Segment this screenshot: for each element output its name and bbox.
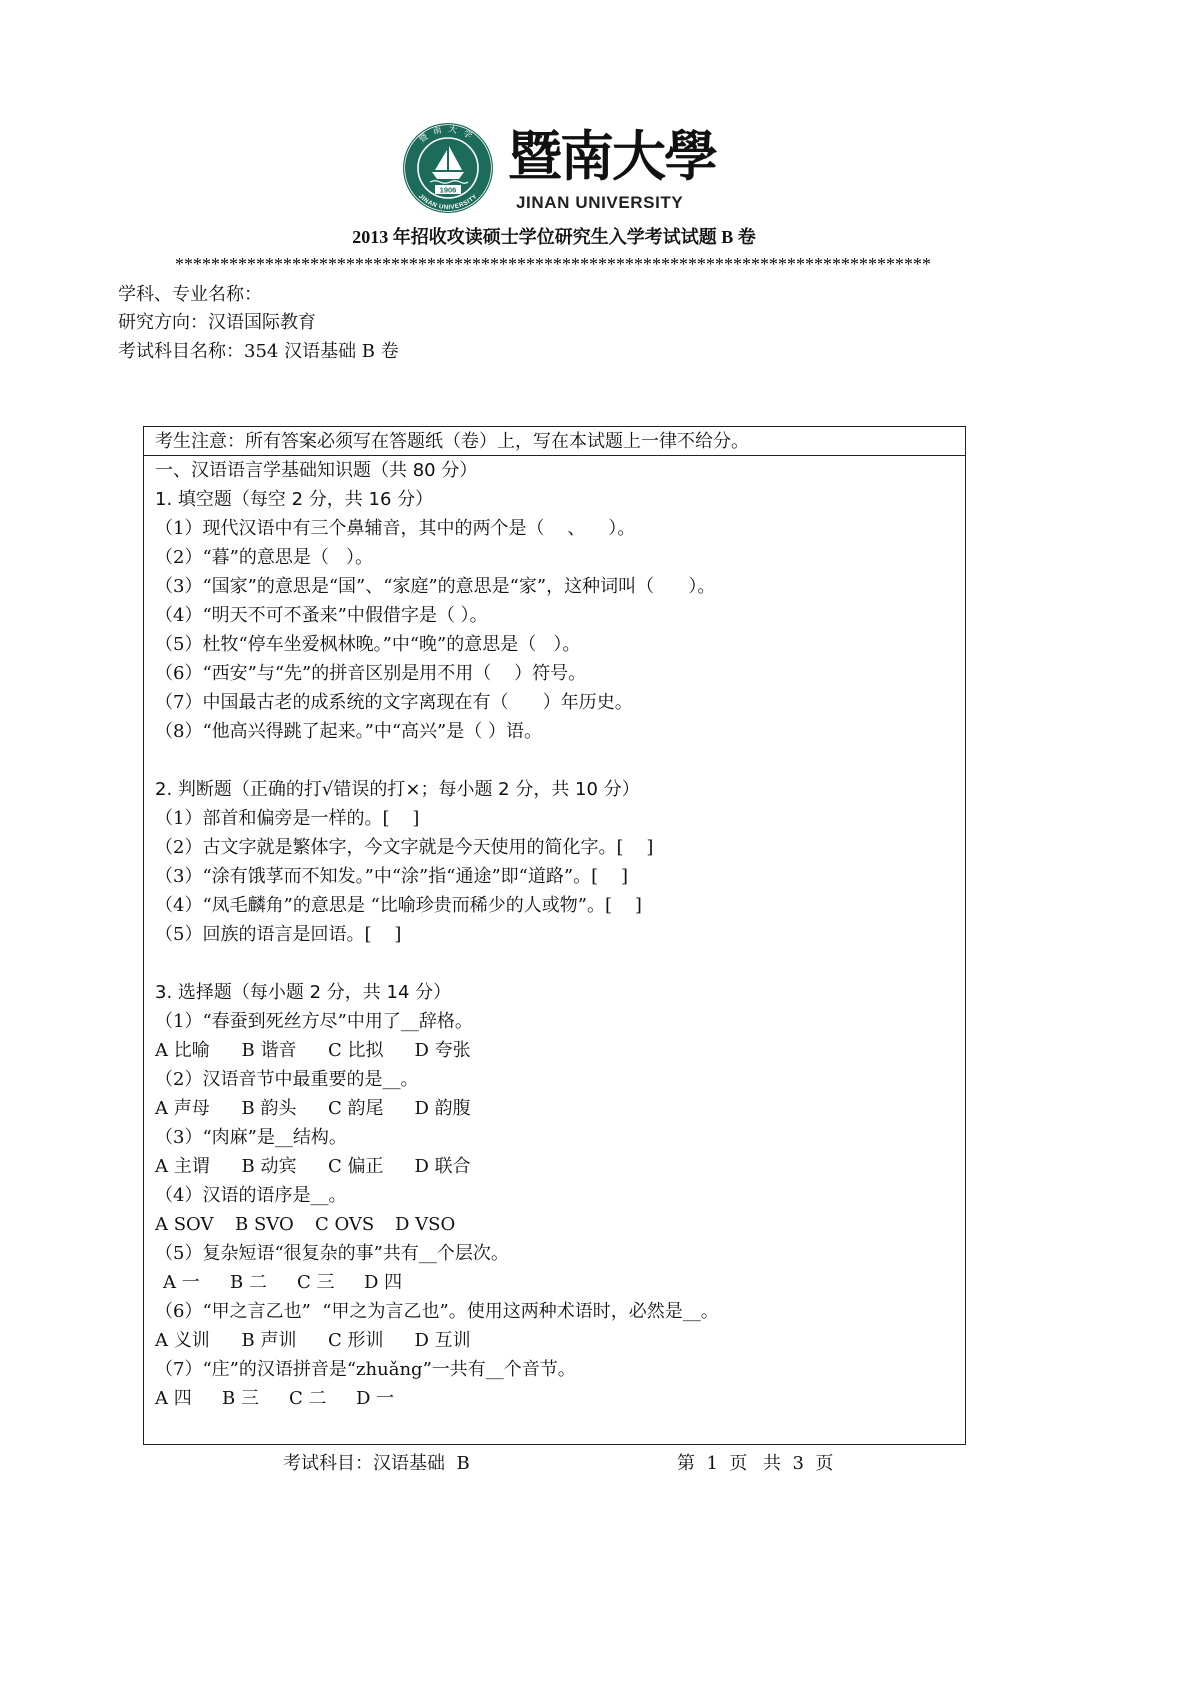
option-a: A 义训	[155, 1330, 210, 1351]
choice-question-6: （6）“甲之言乙也” “甲之为言乙也”。使用这两种术语时，必然是__。	[155, 1301, 719, 1322]
question-box	[143, 426, 966, 1445]
option-a: A 主谓	[155, 1156, 210, 1177]
exam-title: 2013 年招收攻读硕士学位研究生入学考试试题 B 卷	[352, 227, 756, 247]
choice-question-1: （1）“春蚕到死丝方尽”中用了__辞格。	[155, 1011, 473, 1032]
multiple-choice-heading: 3. 选择题（每小题 2 分，共 14 分）	[155, 982, 452, 1003]
fill-question-4: （4）“明天不可不蚤来”中假借字是（ ）。	[155, 605, 488, 626]
option-b: B 谐音	[241, 1040, 297, 1061]
spacer	[155, 746, 965, 775]
choice-options-3	[155, 1152, 965, 1181]
spacer	[155, 949, 965, 978]
choice-options-1	[155, 1036, 965, 1065]
university-seal-logo	[402, 122, 494, 214]
choice-options-6	[155, 1326, 965, 1355]
option-c: C 形训	[328, 1330, 384, 1351]
option-b: B SVO	[235, 1214, 294, 1235]
option-a: A 一	[163, 1272, 200, 1293]
option-c: C 偏正	[328, 1156, 384, 1177]
university-wordmark: 暨南大學	[508, 124, 716, 188]
seal-outer-ring	[403, 123, 493, 213]
option-c: C 二	[289, 1388, 327, 1409]
choice-options-5	[155, 1268, 965, 1297]
option-d: D 联合	[414, 1156, 471, 1177]
fill-question-3: （3）“国家”的意思是“国”、“家庭”的意思是“家”，这种词叫（ ）。	[155, 576, 716, 597]
asterisk-separator: ************************************************************************************	[175, 255, 931, 273]
seal-bottom-text: JINAN UNIVERSITY	[417, 192, 479, 212]
option-d: D 四	[364, 1272, 403, 1293]
question-content	[144, 456, 965, 1413]
choice-options-4	[155, 1210, 965, 1239]
footer-page-total: 共 3 页	[763, 1453, 834, 1474]
option-b: B 三	[222, 1388, 259, 1409]
choice-question-5: （5）复杂短语“很复杂的事”共有__个层次。	[155, 1243, 509, 1264]
subject-major-label: 学科、专业名称：	[118, 284, 262, 305]
option-a: A SOV	[155, 1214, 214, 1235]
part-one-heading: 一、汉语语言学基础知识题（共 80 分）	[155, 460, 478, 481]
fill-question-6: （6）“西安”与“先”的拼音区别是用不用（ ）符号。	[155, 663, 587, 684]
option-a: A 声母	[155, 1098, 210, 1119]
fill-question-7: （7）中国最古老的成系统的文字离现在有（ ）年历史。	[155, 692, 633, 713]
seal-top-text: 暨南大学	[417, 124, 479, 146]
choice-options-7	[155, 1384, 965, 1413]
option-d: D VSO	[395, 1214, 456, 1235]
option-c: C 韵尾	[328, 1098, 384, 1119]
option-d: D 韵腹	[414, 1098, 471, 1119]
choice-question-4: （4）汉语的语序是__。	[155, 1185, 347, 1206]
option-c: C 比拟	[328, 1040, 384, 1061]
fill-question-8: （8）“他高兴得跳了起来。”中“高兴”是（ ）语。	[155, 721, 542, 742]
choice-question-3: （3）“肉麻”是__结构。	[155, 1127, 347, 1148]
seal-year: 1906	[439, 185, 457, 195]
true-false-question-4: （4）“凤毛麟角”的意思是 “比喻珍贵而稀少的人或物”。[ ]	[155, 895, 642, 916]
fill-question-5: （5）杜牧“停车坐爱枫林晚。”中“晚”的意思是（ ）。	[155, 634, 581, 655]
option-b: B 声训	[241, 1330, 297, 1351]
option-c: C OVS	[315, 1214, 375, 1235]
option-b: B 二	[230, 1272, 267, 1293]
true-false-heading: 2. 判断题（正确的打√错误的打×；每小题 2 分，共 10 分）	[155, 779, 640, 800]
fill-in-heading: 1. 填空题（每空 2 分，共 16 分）	[155, 489, 434, 510]
choice-question-2: （2）汉语音节中最重要的是__。	[155, 1069, 419, 1090]
option-d: D 互训	[414, 1330, 471, 1351]
footer-subject: 考试科目：汉语基础 B	[283, 1453, 470, 1474]
true-false-question-2: （2）古文字就是繁体字，今文字就是今天使用的简化字。[ ]	[155, 837, 654, 858]
choice-question-7: （7）“庄”的汉语拼音是“zhuǎng”一共有__个音节。	[155, 1359, 576, 1380]
true-false-question-3: （3）“涂有饿莩而不知发。”中“涂”指“通途”即“道路”。[ ]	[155, 866, 628, 887]
footer-page-number: 第 1 页	[677, 1453, 748, 1474]
true-false-question-5: （5）回族的语言是回语。[ ]	[155, 924, 402, 945]
candidate-notice: 考生注意：所有答案必须写在答题纸（卷）上，写在本试题上一律不给分。	[144, 427, 965, 456]
fill-question-2: （2）“暮”的意思是（ ）。	[155, 547, 374, 568]
fill-question-1: （1）现代汉语中有三个鼻辅音，其中的两个是（ 、 ）。	[155, 518, 636, 539]
option-d: D 一	[356, 1388, 395, 1409]
exam-course-name: 考试科目名称：354 汉语基础 B 卷	[118, 341, 399, 362]
option-d: D 夸张	[414, 1040, 471, 1061]
option-b: B 韵头	[241, 1098, 297, 1119]
option-a: A 比喻	[155, 1040, 210, 1061]
choice-options-2	[155, 1094, 965, 1123]
research-direction: 研究方向：汉语国际教育	[118, 312, 316, 333]
true-false-question-1: （1）部首和偏旁是一样的。[ ]	[155, 808, 420, 829]
university-wordmark-english: JINAN UNIVERSITY	[516, 193, 684, 212]
option-c: C 三	[297, 1272, 335, 1293]
option-b: B 动宾	[241, 1156, 297, 1177]
option-a: A 四	[155, 1388, 192, 1409]
